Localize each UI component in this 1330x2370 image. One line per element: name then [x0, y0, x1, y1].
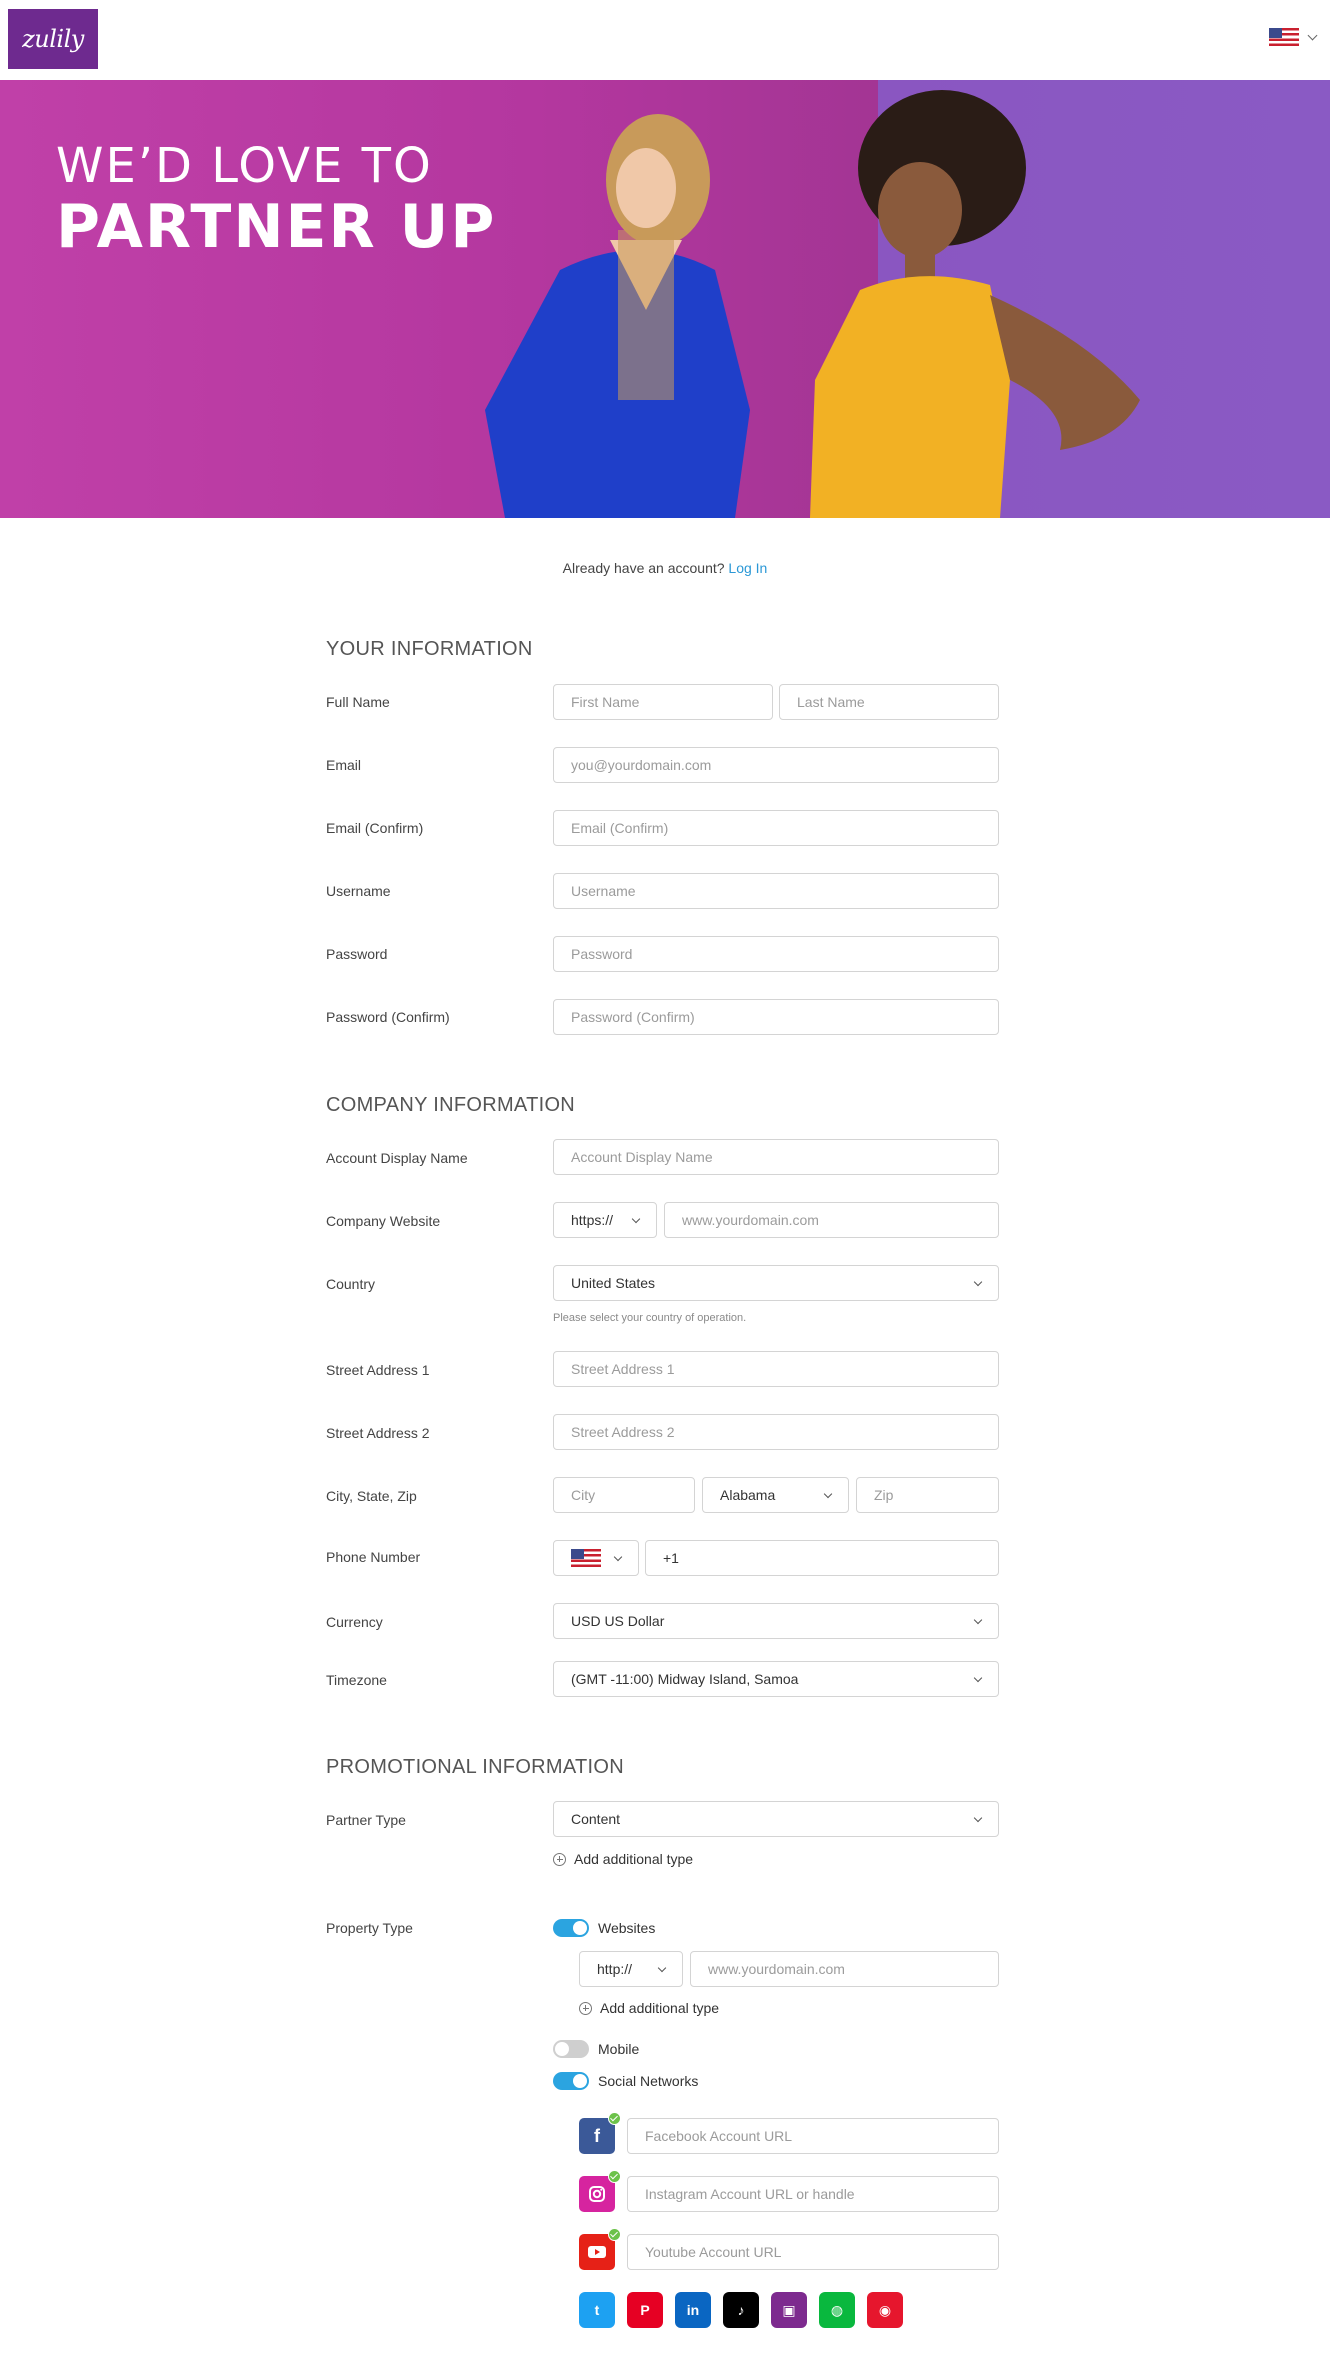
password-confirm-input[interactable]: Password (Confirm) [553, 999, 999, 1035]
chevron-down-icon [974, 1615, 982, 1623]
site-protocol-select[interactable] [579, 1951, 683, 1987]
us-flag-icon [1269, 28, 1299, 46]
partner-type-label: Partner Type [326, 1812, 406, 1828]
hero-line-2: PARTNER UP [56, 192, 497, 262]
language-selector[interactable] [1269, 28, 1316, 46]
last-name-input[interactable]: Last Name [779, 684, 999, 720]
websites-toggle-row [553, 1919, 655, 1937]
timezone-select[interactable] [553, 1661, 999, 1697]
zulily-logo[interactable]: zulily [8, 9, 98, 69]
mobile-toggle-row [553, 2040, 639, 2058]
pinterest-icon[interactable]: P [627, 2292, 663, 2328]
add-partner-type-label: Add additional type [574, 1851, 694, 1867]
section-title-promotional-information: PROMOTIONAL INFORMATION [326, 1756, 625, 1778]
twitch-icon[interactable]: ▣ [771, 2292, 807, 2328]
chevron-down-icon [974, 1277, 982, 1285]
tiktok-icon[interactable]: ♪ [723, 2292, 759, 2328]
currency-select[interactable] [553, 1603, 999, 1639]
add-circle-icon [579, 2002, 592, 2015]
hero-title [56, 138, 496, 260]
chevron-down-icon [974, 1813, 982, 1821]
websites-label: Websites [598, 1920, 656, 1936]
linkedin-icon[interactable]: in [675, 2292, 711, 2328]
youtube-icon[interactable] [579, 2234, 615, 2270]
youtube-url-input[interactable]: Youtube Account URL [627, 2234, 999, 2270]
timezone-value: (GMT -11:00) Midway Island, Samoa [571, 1671, 799, 1687]
email-confirm-label: Email (Confirm) [326, 820, 424, 836]
section-title-your-information: YOUR INFORMATION [326, 638, 533, 660]
first-name-input[interactable]: First Name [553, 684, 773, 720]
street1-input[interactable]: Street Address 1 [553, 1351, 999, 1387]
partner-type-value: Content [571, 1811, 621, 1827]
section-title-company-information: COMPANY INFORMATION [326, 1094, 576, 1116]
street2-input[interactable]: Street Address 2 [553, 1414, 999, 1450]
country-select[interactable] [553, 1265, 999, 1301]
state-value: Alabama [720, 1487, 776, 1503]
login-prompt-text: Already have an account? [562, 560, 725, 576]
company-website-input[interactable]: www.yourdomain.com [664, 1202, 999, 1238]
country-label: Country [326, 1276, 376, 1292]
weibo-icon[interactable]: ◉ [867, 2292, 903, 2328]
zip-input[interactable]: Zip [856, 1477, 999, 1513]
chevron-down-icon [1308, 31, 1318, 41]
login-link[interactable]: Log In [728, 560, 768, 576]
check-badge-icon [608, 2228, 621, 2241]
login-prompt [0, 560, 1330, 576]
phone-input[interactable]: +1 [645, 1540, 999, 1576]
instagram-glyph [588, 2185, 606, 2203]
street1-label: Street Address 1 [326, 1362, 430, 1378]
email-label: Email [326, 757, 362, 773]
add-partner-type-button[interactable] [553, 1851, 693, 1867]
wechat-icon[interactable]: ◍ [819, 2292, 855, 2328]
street2-label: Street Address 2 [326, 1425, 430, 1441]
display-name-label: Account Display Name [326, 1150, 468, 1166]
facebook-icon[interactable]: f [579, 2118, 615, 2154]
email-confirm-input[interactable]: Email (Confirm) [553, 810, 999, 846]
social-networks-label: Social Networks [598, 2073, 699, 2089]
us-flag-icon [571, 1549, 601, 1567]
add-site-type-button[interactable] [579, 2000, 719, 2016]
currency-label: Currency [326, 1614, 383, 1630]
hero-banner [0, 80, 1330, 518]
social-toggle-row [553, 2072, 698, 2090]
check-badge-icon [608, 2170, 621, 2183]
chevron-down-icon [658, 1963, 666, 1971]
hero-line-1: WE’D LOVE TO [56, 138, 433, 194]
password-label: Password [326, 946, 388, 962]
twitter-icon[interactable]: t [579, 2292, 615, 2328]
chevron-down-icon [614, 1552, 622, 1560]
phone-country-select[interactable] [553, 1540, 639, 1576]
city-state-zip-label: City, State, Zip [326, 1488, 417, 1504]
phone-label: Phone Number [326, 1549, 421, 1565]
full-name-label: Full Name [326, 694, 390, 710]
currency-value: USD US Dollar [571, 1613, 665, 1629]
website-protocol-value: https:// [571, 1212, 614, 1228]
country-hint: Please select your country of operation. [553, 1312, 747, 1324]
youtube-glyph [587, 2244, 607, 2260]
partner-type-select[interactable] [553, 1801, 999, 1837]
chevron-down-icon [974, 1673, 982, 1681]
instagram-icon[interactable] [579, 2176, 615, 2212]
mobile-label: Mobile [598, 2041, 640, 2057]
site-protocol-value: http:// [597, 1961, 633, 1977]
chevron-down-icon [632, 1214, 640, 1222]
country-value: United States [571, 1275, 656, 1291]
site-url-input[interactable]: www.yourdomain.com [690, 1951, 999, 1987]
social-networks-toggle[interactable] [553, 2072, 589, 2090]
chevron-down-icon [824, 1489, 832, 1497]
password-confirm-label: Password (Confirm) [326, 1009, 450, 1025]
password-input[interactable]: Password [553, 936, 999, 972]
add-site-type-label: Add additional type [600, 2000, 720, 2016]
city-input[interactable]: City [553, 1477, 695, 1513]
websites-toggle[interactable] [553, 1919, 589, 1937]
company-website-label: Company Website [326, 1213, 441, 1229]
top-bar [0, 0, 1330, 80]
check-badge-icon [608, 2112, 621, 2125]
username-input[interactable]: Username [553, 873, 999, 909]
instagram-url-input[interactable]: Instagram Account URL or handle [627, 2176, 999, 2212]
email-input[interactable]: you@yourdomain.com [553, 747, 999, 783]
username-label: Username [326, 883, 391, 899]
mobile-toggle[interactable] [553, 2040, 589, 2058]
property-type-label: Property Type [326, 1920, 413, 1936]
timezone-label: Timezone [326, 1672, 387, 1688]
facebook-url-input[interactable]: Facebook Account URL [627, 2118, 999, 2154]
add-circle-icon [553, 1853, 566, 1866]
display-name-input[interactable]: Account Display Name [553, 1139, 999, 1175]
state-select[interactable] [702, 1477, 849, 1513]
website-protocol-select[interactable] [553, 1202, 657, 1238]
